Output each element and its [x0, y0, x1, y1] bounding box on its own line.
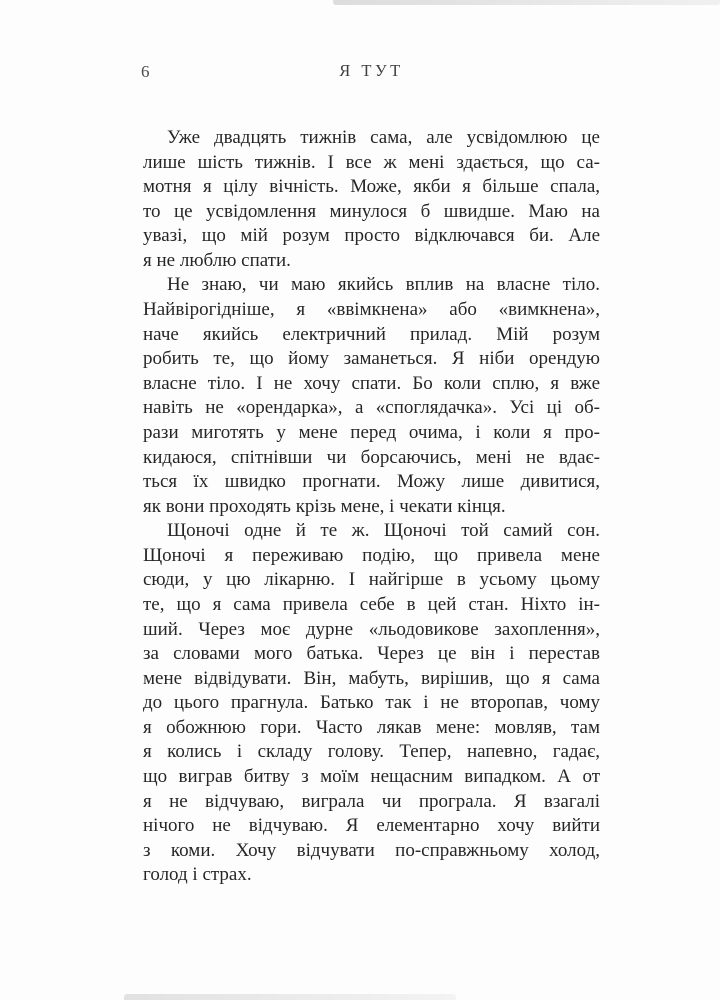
text-line: голод і страх.: [143, 864, 252, 886]
page-number: 6: [141, 62, 150, 81]
text-line: за словами мого батька. Через це він і перестав: [143, 643, 600, 665]
text-line: ший. Через моє дурне «льодовикове захоплення»,: [143, 618, 600, 640]
text-line: Не знаю, чи маю якийсь вплив на власне тіло.: [167, 274, 600, 296]
text-line: навіть не «орендарка», а «споглядачка». Усі ці об-: [143, 397, 600, 419]
text-line: я не відчуваю, виграла чи програла. Я взагалі: [143, 790, 600, 812]
text-line: з коми. Хочу відчувати по-справжньому холод,: [143, 839, 600, 861]
book-title-header: Я ТУТ: [339, 61, 404, 80]
text-line: що виграв битву з моїм нещасним випадком. А от: [143, 766, 600, 788]
scan-artifact-bottom: [124, 994, 456, 1000]
text-line: власне тіло. І не хочу спати. Бо коли сплю, я вже: [143, 372, 600, 394]
text-line: увазі, що мій розум просто відключався би. Але: [143, 225, 600, 247]
paragraph: [143, 126, 600, 273]
text-line: Щоночі одне й те ж. Щоночі той самий сон.: [167, 520, 600, 542]
text-line: Щоночі я переживаю подію, що привела мене: [143, 544, 600, 566]
text-line: як вони проходять крізь мене, і чекати кінця.: [143, 495, 506, 517]
text-line: робить те, що йому заманеться. Я ніби орендую: [143, 348, 600, 370]
text-line: я колись і складу голову. Тепер, напевно, гадає,: [143, 741, 600, 763]
scan-artifact-top: [333, 0, 720, 5]
text-line: наче якийсь електричний прилад. Мій розум: [143, 323, 600, 345]
text-line: те, що я сама привела себе в цей стан. Ніхто ін-: [143, 593, 600, 615]
text-line: лише шість тижнів. І все ж мені здається, що са-: [143, 151, 600, 173]
text-line: Уже двадцять тижнів сама, але усвідомлюю це: [167, 127, 600, 148]
text-line: Найвірогідніше, я «ввімкнена» або «вимкнена»,: [143, 299, 600, 321]
text-line: сюди, у цю лікарню. І найгірше в усьому цьому: [143, 569, 600, 591]
text-line: мотня я цілу вічність. Може, якби я більше спала,: [143, 176, 600, 198]
text-line: кидаюся, спітнівши чи борсаючись, мені не вдає-: [143, 446, 600, 468]
text-line: мене відвідувати. Він, мабуть, вирішив, що я сама: [143, 667, 600, 689]
text-line: ться їх швидко прогнати. Можу лише дивитися,: [143, 471, 600, 493]
text-line: я обожнюю гори. Часто лякав мене: мовляв, там: [143, 716, 600, 738]
text-line: нічого не відчуваю. Я елементарно хочу вийти: [143, 815, 600, 837]
text-line: до цього прагнула. Батько так і не второпав, чому: [143, 692, 600, 714]
text-line: рази миготять у мене перед очима, і коли я про-: [143, 421, 600, 443]
running-header: [143, 61, 600, 83]
body-text: [143, 126, 600, 888]
paragraph: [143, 519, 600, 888]
text-line: я не люблю спати.: [143, 249, 291, 271]
text-line: то це усвідомлення минулося б швидше. Маю на: [143, 200, 600, 222]
paragraph: [143, 273, 600, 519]
